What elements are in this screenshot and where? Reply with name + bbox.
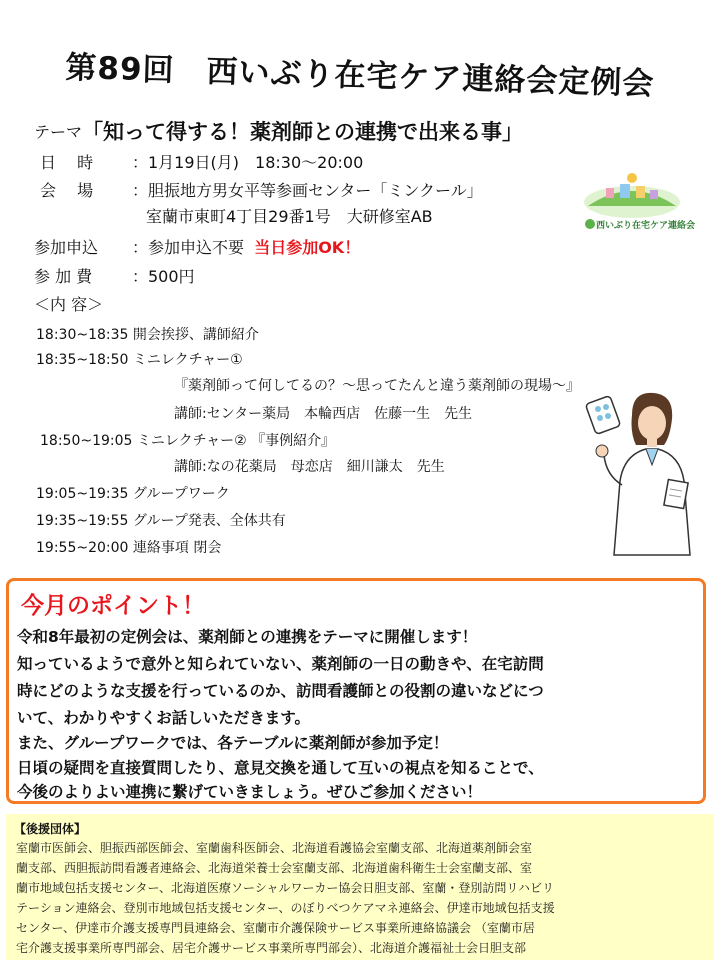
contents-heading: ＜内 容＞ [34,295,104,314]
theme [34,116,523,146]
point-line: 知っているようで意外と知られていない、薬剤師の一日の動きや、在宅訪問 [17,655,544,673]
apply-row [34,237,360,259]
schedule-item: 18:35~18:50 ミニレクチャー① [36,352,243,368]
point-line: いて、わかりやすくお話しいただきます。 [17,709,310,727]
logo-text: 西いぶり在宅ケア連絡会 [596,221,696,231]
pharmacist-illustration [576,385,694,557]
organization-logo [576,168,696,234]
apply-value: ：参加申込不要 [132,238,245,257]
apply-highlight: 当日参加OK！ [254,238,361,257]
supporters-line: 蘭支部、西胆振訪問看護者連絡会、北海道栄養士会室蘭支部、北海道歯科衛生士会室蘭支部、室 [16,861,533,875]
point-line: 今後のよりよい連携に繋げていきましょう。ぜひご参加ください！ [17,783,483,801]
schedule-item: 18:50~19:05 ミニレクチャー② 『事例紹介』 [40,433,336,449]
theme-text: 「知って得する！薬剤師との連携で出来る事」 [82,120,524,144]
lecturer: 講師:なの花薬局 母恋店 細川謙太 先生 [174,459,445,475]
date-value: ：1月19日(月) 18:30～20:00 [132,153,364,172]
supporters-line: テーション連絡会、登別市地域包括支援センター、のぼりべつケアマネ連絡会、伊達市地域包括支援 [16,901,555,915]
lecture-title: 『薬剤師って何してるの？～思ってたんと違う薬剤師の現場～』 [174,378,580,394]
fee-label: 参 加 費 [34,267,93,286]
point-line: 令和8年最初の定例会は、薬剤師との連携をテーマに開催します！ [17,628,478,646]
venue-label: 会 場 [40,181,94,200]
supporters-line: 蘭市地域包括支援センター、北海道医療ソーシャルワーカー協会日胆支部、室蘭・登別訪問リハビリ [16,881,554,895]
date-label: 日 時 [40,153,94,172]
apply-label: 参加申込 [34,238,99,257]
supporters-line: 室蘭市医師会、胆振西部医師会、室蘭歯科医師会、北海道看護協会室蘭支部、北海道薬剤師会室 [16,841,533,855]
date-row [34,152,363,174]
venue-address: 室蘭市東町4丁目29番1号 大研修室AB [146,207,433,226]
pharmacist-icon [576,385,694,557]
theme-label: テーマ [34,122,83,142]
page-title: 第89回 西いぶり在宅ケア連絡会定例会 [64,49,655,103]
monthly-point-box [6,578,706,804]
supporters-title: 【後援団体】 [14,822,87,836]
fee-row [34,266,195,288]
venue-value-1: ：胆振地方男女平等参画センター「ミンクール」 [132,181,483,200]
schedule-item: 19:35~19:55 グループ発表、全体共有 [36,513,286,529]
supporters-line: 宅介護支援事業所専門部会、居宅介護サービス事業所専門部会）、北海道介護福祉士会日胆支部 [16,941,527,955]
schedule-item: 18:30~18:35 開会挨拶、講師紹介 [36,327,259,343]
point-title: 今月のポイント！ [21,593,205,619]
schedule-item: 19:05~19:35 グループワーク [36,486,230,502]
supporters-box [6,814,714,960]
point-line: また、グループワークでは、各テーブルに薬剤師が参加予定！ [17,734,449,752]
supporters-line: センター、伊達市介護支援専門員連絡会、室蘭市介護保険サービス事業所連絡協議会 （室蘭市居 [16,921,535,935]
lecturer: 講師:センター薬局 本輪西店 佐藤一生 先生 [174,406,473,422]
venue-row [34,180,483,202]
schedule-item: 19:55~20:00 連絡事項 閉会 [36,540,222,556]
point-line: 時にどのような支援を行っているのか、訪問看護師との役割の違いなどにつ [17,682,544,700]
point-line: 日頃の疑問を直接質問したり、意見交換を通して互いの視点を知ることで、 [17,759,544,777]
fee-value: ：500円 [132,267,195,286]
